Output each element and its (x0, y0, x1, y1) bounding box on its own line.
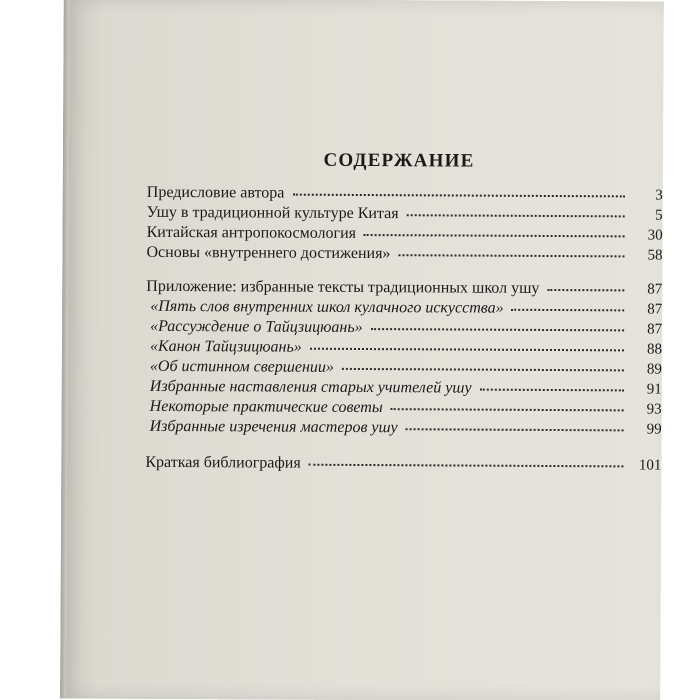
toc-entry-title: Приложение: избранные тексты традиционных школ ушу (146, 277, 540, 297)
toc-entry-title: Ушу в традиционной культуре Китая (146, 203, 399, 223)
dot-leader (309, 464, 624, 468)
dot-leader (547, 289, 624, 291)
toc-entry-page: 3 (655, 187, 663, 204)
toc-entry-page: 87 (647, 281, 663, 298)
toc-subentry-page: 99 (646, 421, 662, 438)
toc-heading: СОДЕРЖАНИЕ (323, 149, 475, 172)
toc-subentry-page: 87 (647, 301, 663, 318)
dot-leader (480, 389, 624, 392)
dot-leader (406, 428, 624, 431)
page-spine-edge (60, 0, 70, 698)
toc-entry-page: 58 (647, 247, 663, 264)
table-of-contents (145, 149, 663, 476)
toc-subentry-title: «Пять слов внутренних школ кулачного искусства» (150, 297, 504, 317)
toc-entry-title: Основы «внутреннего достижения» (146, 243, 391, 263)
dot-leader (407, 214, 625, 217)
toc-subentry (146, 397, 662, 420)
dot-leader (398, 254, 624, 257)
dot-leader (512, 309, 625, 312)
dot-leader (342, 368, 624, 371)
toc-subentry-title: «Об истинном свершении» (149, 357, 334, 376)
toc-entry (147, 203, 663, 226)
toc-entry-page: 101 (638, 457, 662, 474)
toc-subentry (146, 337, 662, 360)
toc-subentry-page: 88 (646, 341, 663, 358)
toc-subentry-title: Некоторые практические советы (149, 397, 383, 417)
dot-leader (391, 408, 624, 411)
toc-subentry-page: 91 (646, 381, 662, 398)
toc-entry-title: Китайская антропокосмология (146, 223, 357, 242)
toc-entry-title: Краткая библиография (145, 453, 301, 472)
toc-bibliography-entry (145, 453, 661, 476)
toc-entry (146, 243, 662, 266)
toc-entry-page: 30 (647, 227, 663, 244)
toc-subentry (146, 297, 662, 320)
toc-subentry-page: 87 (647, 321, 663, 338)
dot-leader (371, 328, 624, 331)
toc-entry-page: 5 (655, 207, 663, 224)
toc-subentry-page: 93 (646, 401, 662, 418)
dot-leader (364, 234, 625, 237)
toc-subentry-page: 89 (646, 361, 662, 378)
toc-subentry-title: «Рассуждение о Тайцзицюань» (150, 317, 363, 337)
toc-subentry (146, 377, 662, 400)
toc-subentry (146, 357, 662, 380)
toc-appendix-entry (146, 277, 662, 300)
toc-subentry (146, 317, 662, 340)
toc-entry-title: Предисловие автора (146, 183, 285, 202)
dot-leader (310, 348, 624, 352)
toc-entry (147, 223, 663, 246)
toc-entry (147, 183, 663, 206)
toc-subentry-title: «Канон Тайцзицюань» (149, 337, 302, 356)
toc-subentry-title: Избранные изречения мастеров ушу (149, 417, 398, 437)
toc-subentry-title: Избранные наставления старых учителей ушу (149, 377, 472, 397)
dot-leader (292, 194, 624, 198)
toc-subentry (146, 417, 662, 440)
book-page (60, 0, 664, 700)
